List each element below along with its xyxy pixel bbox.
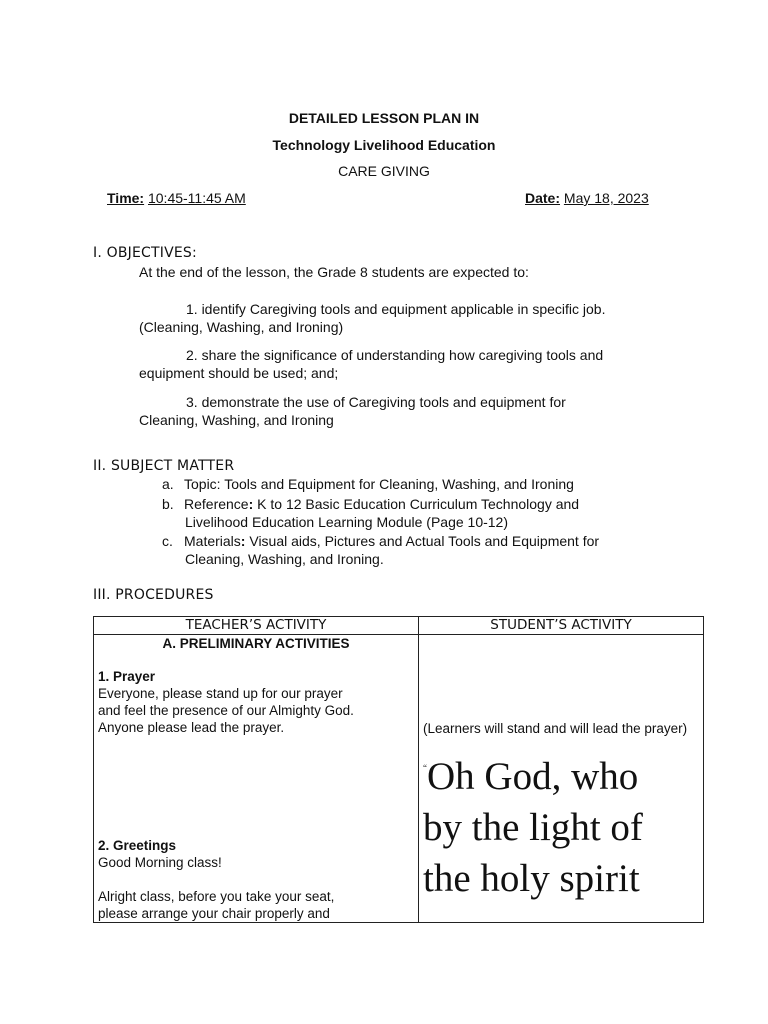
prayer-title: 1. Prayer	[98, 669, 156, 684]
preliminary-activities-heading: A. PRELIMINARY ACTIVITIES	[162, 636, 350, 651]
student-activity-header: STUDENT’S ACTIVITY	[419, 617, 704, 635]
student-activity-cell	[419, 635, 704, 923]
materials-label: Materials	[184, 533, 241, 549]
materials-colon: :	[240, 533, 246, 549]
teacher-activity-cell	[94, 635, 419, 923]
subject-topic	[162, 476, 574, 492]
objective-line: 3. demonstrate the use of Caregiving tools and equipment for	[186, 394, 566, 410]
prayer-line: Everyone, please stand up for our prayer	[98, 686, 343, 701]
date-value: May 18, 2023	[563, 190, 649, 206]
reference-colon: :	[248, 496, 254, 512]
time-value: 10:45-11:45 AM	[147, 190, 246, 206]
document-subject: Technology Livelihood Education	[272, 137, 496, 153]
prayer-quote-line: Oh God, who	[427, 755, 639, 798]
reference-value-cont: Livelihood Education Learning Module (Page 10-12)	[185, 514, 508, 530]
date-label: Date:	[525, 190, 561, 206]
quote-mark: “	[423, 763, 427, 773]
prayer-quote	[423, 743, 699, 904]
objective-item	[139, 346, 679, 382]
list-letter: b.	[162, 496, 174, 512]
topic-value: Tools and Equipment for Cleaning, Washing, and Ironing	[224, 476, 574, 492]
subject-materials	[162, 532, 662, 568]
prayer-line: Anyone please lead the prayer.	[98, 720, 285, 735]
objective-line: 2. share the significance of understanding how caregiving tools and	[186, 347, 604, 363]
reference-value: K to 12 Basic Education Curriculum Technology and	[257, 496, 580, 512]
objective-item	[139, 300, 679, 336]
document-title: DETAILED LESSON PLAN IN	[288, 110, 480, 126]
subject-reference	[162, 495, 662, 531]
time-field	[107, 190, 246, 206]
procedures-heading: III. PROCEDURES	[93, 587, 214, 603]
objectives-intro: At the end of the lesson, the Grade 8 students are expected to:	[139, 264, 529, 280]
document-topic: CARE GIVING	[338, 163, 430, 179]
prayer-quote-line: by the light of	[423, 806, 643, 849]
seat-line: Alright class, before you take your seat,	[98, 889, 335, 904]
objective-line: (Cleaning, Washing, and Ironing)	[139, 319, 344, 335]
list-letter: a.	[162, 476, 174, 492]
date-field	[525, 190, 649, 206]
materials-value-cont: Cleaning, Washing, and Ironing.	[185, 551, 384, 567]
reference-label: Reference	[184, 496, 249, 512]
materials-value: Visual aids, Pictures and Actual Tools and Equipment for	[249, 533, 600, 549]
objectives-heading: I. OBJECTIVES:	[93, 245, 197, 261]
student-note: (Learners will stand and will lead the prayer)	[423, 721, 688, 736]
objective-line: 1. identify Caregiving tools and equipment applicable in specific job.	[186, 301, 606, 317]
seat-line: please arrange your chair properly and	[98, 906, 330, 921]
greetings-title: 2. Greetings	[98, 838, 177, 853]
list-letter: c.	[162, 533, 173, 549]
prayer-line: and feel the presence of our Almighty God.	[98, 703, 354, 718]
time-label: Time:	[107, 190, 145, 206]
procedures-table	[93, 616, 704, 923]
subject-matter-heading: II. SUBJECT MATTER	[93, 458, 235, 474]
greetings-line: Good Morning class!	[98, 855, 222, 870]
prayer-quote-line: the holy spirit	[423, 857, 640, 900]
objective-line: equipment should be used; and;	[139, 365, 339, 381]
objective-line: Cleaning, Washing, and Ironing	[139, 412, 334, 428]
objective-item	[139, 393, 679, 429]
teacher-activity-header: TEACHER’S ACTIVITY	[94, 617, 419, 635]
topic-label: Topic:	[184, 476, 221, 492]
